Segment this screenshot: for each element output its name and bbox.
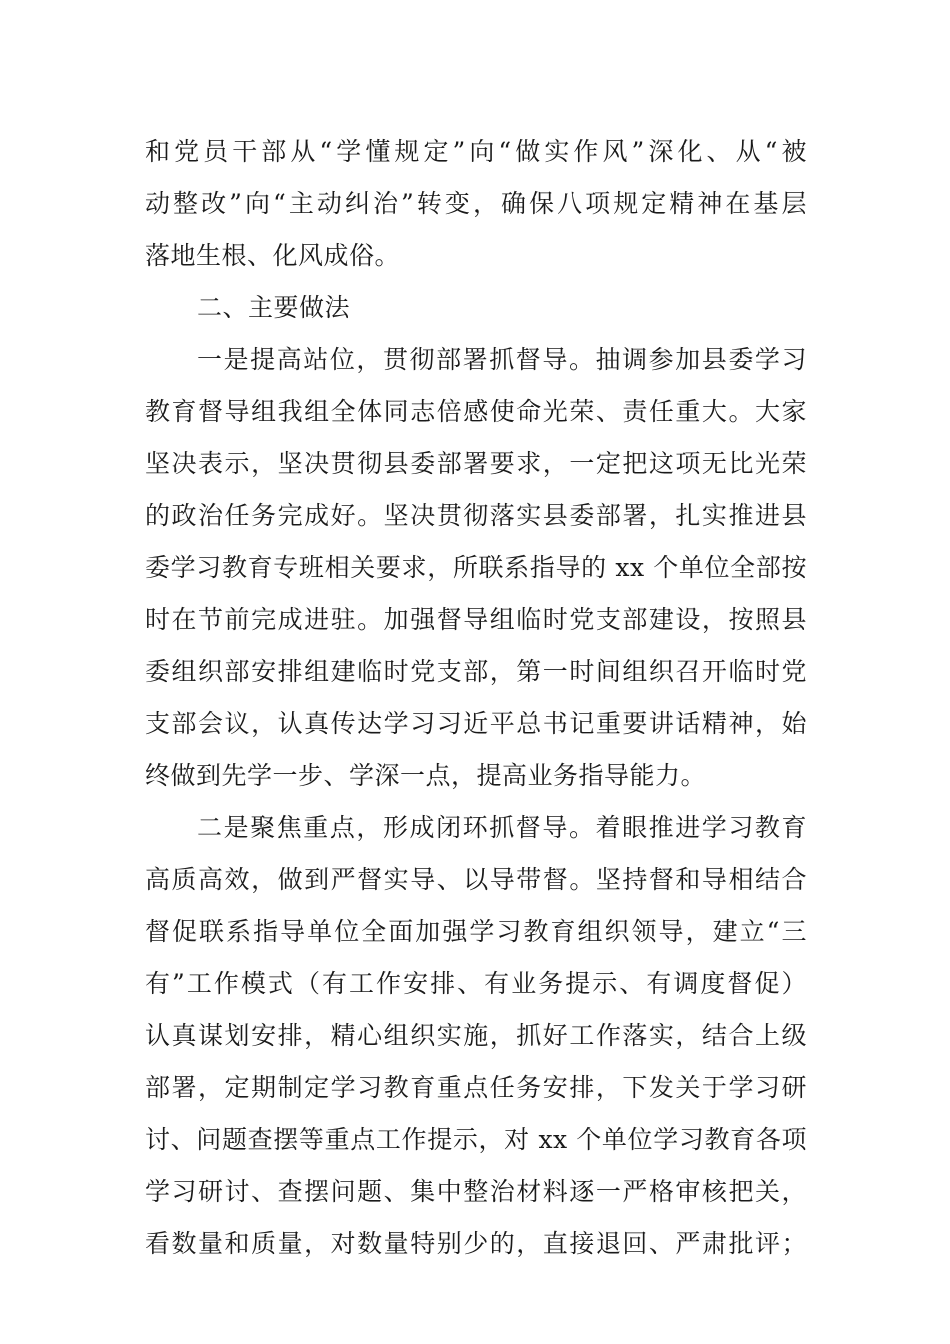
text-line: 动整改”向“主动纠治”转变，确保八项规定精神在基层 <box>145 189 807 218</box>
section-heading: 二、主要做法 <box>197 293 351 322</box>
text-line: 终做到先学一步、学深一点，提高业务指导能力。 <box>145 761 707 790</box>
text-line: 有”工作模式（有工作安排、有业务提示、有调度督促） <box>145 969 807 998</box>
text-line: 学习研讨、查摆问题、集中整治材料逐一严格审核把关， <box>145 1177 807 1206</box>
text-line: 和党员干部从“学懂规定”向“做实作风”深化、从“被 <box>145 137 807 166</box>
text-line: 讨、问题查摆等重点工作提示，对 xx 个单位学习教育各项 <box>145 1125 807 1154</box>
text-line: 委学习教育专班相关要求，所联系指导的 xx 个单位全部按 <box>145 553 807 582</box>
text-line: 部署，定期制定学习教育重点任务安排，下发关于学习研 <box>145 1073 807 1102</box>
text-line: 认真谋划安排，精心组织实施，抓好工作落实，结合上级 <box>145 1021 807 1050</box>
text-line: 支部会议，认真传达学习习近平总书记重要讲话精神，始 <box>145 709 807 738</box>
text-line: 时在节前完成进驻。加强督导组临时党支部建设，按照县 <box>145 605 807 634</box>
text-line: 一是提高站位，贯彻部署抓督导。抽调参加县委学习 <box>197 345 807 374</box>
text-line: 委组织部安排组建临时党支部，第一时间组织召开临时党 <box>145 657 807 686</box>
text-line: 落地生根、化风成俗。 <box>145 241 401 270</box>
text-line: 高质高效，做到严督实导、以导带督。坚持督和导相结合 <box>145 865 807 894</box>
text-line: 坚决表示，坚决贯彻县委部署要求，一定把这项无比光荣 <box>145 449 807 478</box>
text-line: 的政治任务完成好。坚决贯彻落实县委部署，扎实推进县 <box>145 501 807 530</box>
text-line: 看数量和质量，对数量特别少的，直接退回、严肃批评； <box>145 1229 807 1258</box>
document-body <box>145 126 807 1270</box>
text-line: 二是聚焦重点，形成闭环抓督导。着眼推进学习教育 <box>197 813 807 842</box>
text-line: 教育督导组我组全体同志倍感使命光荣、责任重大。大家 <box>145 397 807 426</box>
text-line: 督促联系指导单位全面加强学习教育组织领导，建立“三 <box>145 917 807 946</box>
